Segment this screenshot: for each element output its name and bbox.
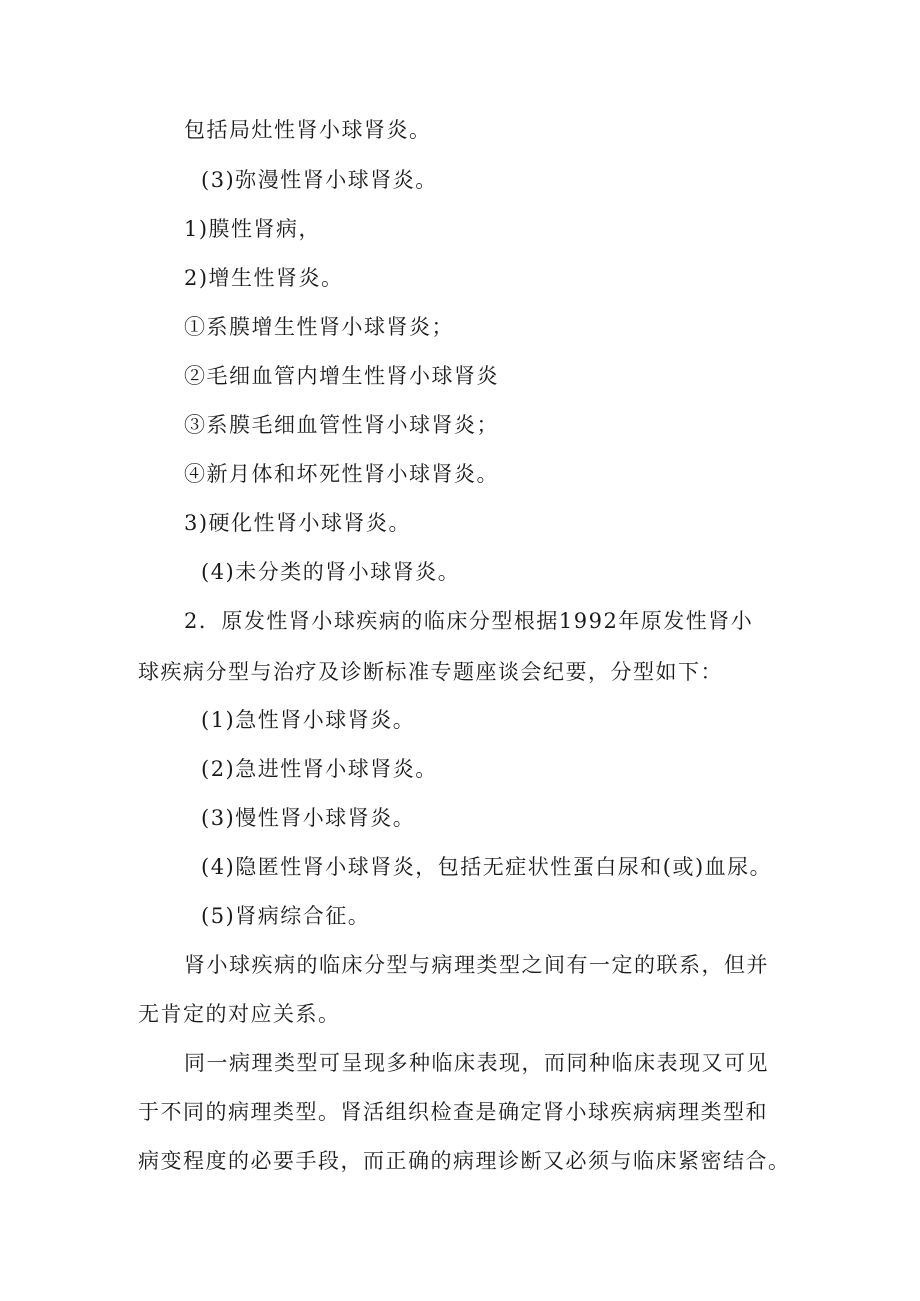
- text-line: 病变程度的必要手段，而正确的病理诊断又必须与临床紧密结合。: [138, 1149, 791, 1173]
- text-line: ④新月体和坏死性肾小球肾炎。: [184, 462, 499, 486]
- text-line: (1)急性肾小球肾炎。: [201, 708, 416, 732]
- text-line: (4)未分类的肾小球肾炎。: [201, 560, 461, 584]
- text-line: 2．原发性肾小球疾病的临床分型根据1992年原发性肾小: [184, 609, 754, 633]
- text-line: 2)增生性肾炎。: [184, 266, 344, 290]
- text-line: 1)膜性肾病，: [184, 217, 322, 241]
- text-line: ②毛细血管内增生性肾小球肾炎: [184, 364, 499, 388]
- text-line: 球疾病分型与治疗及诊断标准专题座谈会纪要，分型如下：: [138, 660, 723, 684]
- text-line: 无肯定的对应关系。: [138, 1002, 341, 1026]
- text-line: ③系膜毛细血管性肾小球肾炎；: [184, 413, 499, 437]
- text-line: 同一病理类型可呈现多种临床表现，而同种临床表现又可见: [184, 1051, 769, 1075]
- text-line: 3)硬化性肾小球肾炎。: [184, 511, 412, 535]
- text-line: 于不同的病理类型。肾活组织检查是确定肾小球疾病病理类型和: [138, 1100, 768, 1124]
- text-line: 肾小球疾病的临床分型与病理类型之间有一定的联系，但并: [184, 953, 769, 977]
- text-line: (4)隐匿性肾小球肾炎，包括无症状性蛋白尿和(或)血尿。: [201, 855, 773, 879]
- text-line: (3)慢性肾小球肾炎。: [201, 806, 416, 830]
- text-line: ①系膜增生性肾小球肾炎；: [184, 315, 454, 339]
- text-line: (3)弥漫性肾小球肾炎。: [201, 168, 438, 192]
- text-line: (5)肾病综合征。: [201, 904, 371, 928]
- text-line: 包括局灶性肾小球肾炎。: [184, 118, 432, 142]
- text-line: (2)急进性肾小球肾炎。: [201, 757, 438, 781]
